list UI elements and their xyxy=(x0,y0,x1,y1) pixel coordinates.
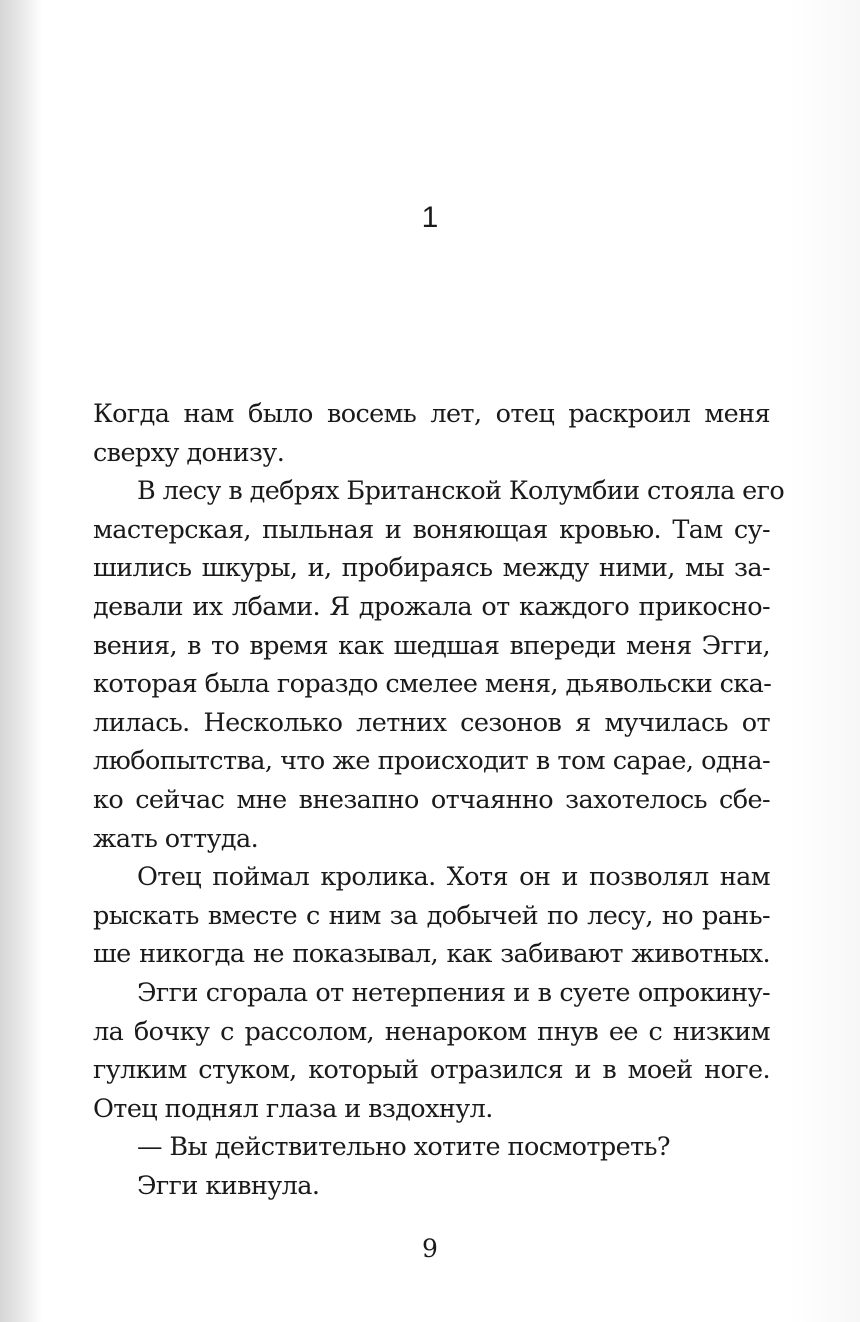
chapter-number: 1 xyxy=(421,201,439,234)
text-line: ко сейчас мне внезапно отчаянно захотелось сбе- xyxy=(93,784,770,815)
page-number: 9 xyxy=(422,1234,438,1263)
text-line: шились шкуры, и, пробираясь между ними, мы за- xyxy=(93,553,770,584)
text-line: Эгги кивнула. xyxy=(137,1170,320,1201)
text-line: рыскать вместе с ним за добычей по лесу, но рань- xyxy=(93,900,770,931)
text-line: — Вы действительно хотите посмотреть? xyxy=(137,1132,670,1163)
text-line: вения, в то время как шедшая впереди меня Эгги, xyxy=(93,630,770,661)
text-line: Отец поймал кролика. Хотя он и позволял нам xyxy=(137,862,770,893)
text-line: Отец поднял глаза и вздохнул. xyxy=(93,1093,493,1124)
text-line: ла бочку с рассолом, ненароком пнув ее с низким xyxy=(93,1016,770,1047)
text-line: жать оттуда. xyxy=(93,823,259,854)
text-line: которая была гораздо смелее меня, дьявольски ска- xyxy=(93,669,772,700)
text-line: девали их лбами. Я дрожала от каждого прикосно- xyxy=(93,591,770,622)
body-text xyxy=(93,395,785,1205)
text-line: любопытства, что же происходит в том сарае, одна- xyxy=(93,746,770,777)
text-line: Когда нам было восемь лет, отец раскроил меня xyxy=(93,399,770,429)
text-line: Эгги сгорала от нетерпения и в суете опрокину- xyxy=(137,977,770,1008)
text-line: сверху донизу. xyxy=(93,437,285,468)
text-line: ше никогда не показывал, как забивают животных. xyxy=(93,939,770,970)
text-line: В лесу в дебрях Британской Колумбии стояла его xyxy=(137,476,785,507)
text-line: гулким стуком, который отразился и в моей ноге. xyxy=(93,1055,770,1086)
text-line: мастерская, пыльная и воняющая кровью. Там су- xyxy=(93,514,770,545)
text-line: лилась. Несколько летних сезонов я мучилась от xyxy=(93,707,770,738)
